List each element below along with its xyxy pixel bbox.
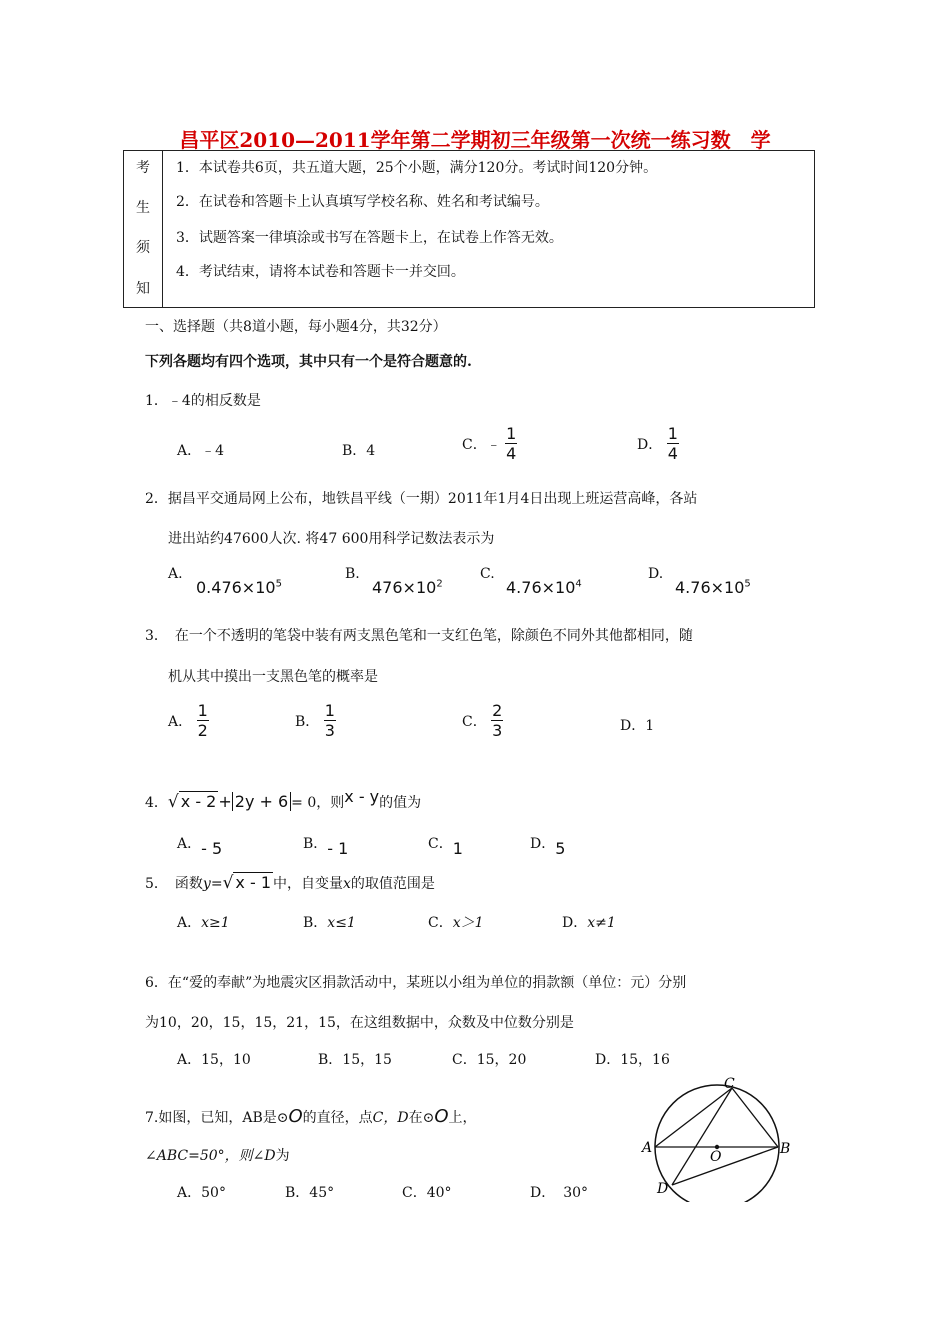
option-label: B． [303,836,328,852]
q1-option-b [342,440,375,460]
option-label: C． [462,437,487,453]
option-label: B． [342,443,367,459]
sci-base: 4.76×10 [506,578,576,597]
option-label: D． [530,836,556,852]
notice-item: 1．本试卷共6页，共五道大题，25个小题，满分120分。考试时间120分钟。 [176,160,658,176]
points-c-d: C，D [372,1110,409,1126]
question-text: 的取值范围是 [350,876,435,892]
question-text: 中，自变量 [273,876,343,892]
q3-option-a [168,702,209,740]
option-text: x≤1 [327,915,356,931]
circle-name: O [434,1106,449,1127]
option-label: D． [530,1185,556,1201]
q4-option-c [428,833,463,858]
notice-label-char: 知 [136,281,150,297]
option-text: 40° [426,1185,452,1201]
sci-base: 0.476×10 [196,578,276,597]
question-number: 4． [145,795,168,811]
q1-option-c [462,425,517,463]
question-text: 在⊙ [408,1110,435,1126]
option-label: C． [428,836,453,852]
option-label: D． [620,718,646,734]
equation-text: = 0，则 [291,795,345,811]
angle-d: D [264,1148,276,1164]
fraction-denominator: 2 [197,721,208,740]
sci-exp: 5 [744,578,751,590]
fraction-denominator: 3 [492,721,503,740]
q2-option-d-label: D. [648,566,664,582]
question-text: 上， [448,1110,477,1126]
chord-ca [655,1088,732,1147]
sci-base: 4.76×10 [675,578,745,597]
fraction [197,702,209,740]
option-label: B． [303,915,328,931]
question-7-line2 [145,1145,290,1165]
fraction-numerator: 1 [197,701,208,720]
option-label: C． [428,915,453,931]
option-text: x＞1 [452,915,484,931]
notice-item: 3．试题答案一律填涂或书写在答题卡上，在试卷上作答无效。 [176,230,563,246]
q3-option-c [462,702,503,740]
fraction-numerator: 1 [324,701,335,720]
option-label: A． [177,915,202,931]
q7-option-b [285,1182,334,1202]
label-c: C [724,1076,735,1092]
question-3-line1: 3． 在一个不透明的笔袋中装有两支黑色笔和一支红色笔，除颜色不同外其他都相同，随 [145,628,693,644]
circle-name: O [288,1106,303,1127]
page-title: 昌平区2010—2011学年第二学期初三年级第一次统一练习数 学 [179,128,771,152]
section-instruction: 下列各题均有四个选项，其中只有一个是符合题意的. [145,354,472,370]
q5-option-b [303,912,356,932]
q2-option-b [372,578,443,597]
option-label: C． [462,714,487,730]
q2-option-b-label: B. [345,566,360,582]
notice-item: 2．在试卷和答题卡上认真填写学校名称、姓名和考试编号。 [176,194,549,210]
q6-option-a [177,1049,251,1069]
option-label: B． [318,1052,343,1068]
q2-option-a-label: A. [168,566,183,582]
chord-db [672,1147,778,1185]
sci-base: 476×10 [372,578,437,597]
notice-label [124,151,163,307]
question-text: 7.如图，已知，AB是⊙ [145,1110,289,1126]
question-7-line1 [145,1106,477,1127]
notice-item: 4．考试结束，请将本试卷和答题卡一并交回。 [176,264,465,280]
x-minus-y: x - y [344,787,380,806]
exam-notice-box [123,150,815,308]
absolute-value: 2y + 6 [232,792,291,811]
question-text: ∠ABC=50°，则∠ [145,1148,265,1164]
fraction-denominator: 4 [667,444,678,463]
circle-geometry-figure [640,1072,800,1202]
fraction [505,425,517,463]
question-text: 为 [275,1148,290,1164]
q4-option-d [530,833,566,858]
question-6-line1: 6．在“爱的奉献”为地震灾区捐款活动中，某班以小组为单位的捐款额（单位：元）分别 [145,975,687,991]
q7-option-a [177,1182,226,1202]
fraction-numerator: 2 [492,701,503,720]
plus-sign: + [218,792,232,811]
option-text: ﹣4 [201,443,225,459]
option-text: 30° [563,1185,589,1201]
q4-option-a [177,833,223,858]
sqrt-sign: √ [222,873,234,893]
q6-option-b [318,1049,392,1069]
question-text: 的直径，点 [302,1110,373,1126]
sqrt-content: x - 2 [180,792,217,811]
sqrt-sign: √ [167,792,179,812]
q2-option-a [196,578,282,597]
notice-label-char: 考 [136,160,150,176]
option-text: 15，15 [342,1052,392,1068]
fraction [324,702,336,740]
question-5-stem [145,873,435,893]
sci-exp: 5 [275,578,282,590]
q2-option-c [506,578,582,597]
fraction [491,702,503,740]
notice-label-char: 须 [136,240,150,256]
label-d: D [657,1181,669,1197]
sqrt-content: x - 1 [235,873,271,892]
option-text: x≥1 [201,915,230,931]
fraction [667,425,679,463]
q7-option-d [530,1182,588,1202]
option-text: - 5 [201,839,223,858]
option-label: B． [285,1185,310,1201]
q3-option-d [620,715,654,735]
option-text: 50° [201,1185,226,1201]
option-text: 1 [645,718,655,734]
section-heading: 一、选择题（共8道小题，每小题4分，共32分） [145,319,447,335]
option-label: D． [595,1052,621,1068]
option-text: 4 [366,443,376,459]
q6-option-d [595,1049,670,1069]
label-o: O [710,1149,722,1165]
question-prefix: 5． 函数 [145,876,203,892]
option-label: A． [177,1052,202,1068]
option-label: C． [452,1052,477,1068]
q7-option-c [402,1182,452,1202]
q3-option-b [295,702,336,740]
fraction-denominator: 3 [324,721,335,740]
y-equals: y= [202,876,223,892]
fraction-numerator: 1 [667,424,678,443]
q5-option-c [428,912,484,932]
option-text: 15，10 [201,1052,251,1068]
q6-option-c [452,1049,526,1069]
option-label: D． [637,437,663,453]
label-a: A [642,1140,653,1156]
option-text: 1 [452,839,463,858]
option-label: A． [177,836,202,852]
option-label: C． [402,1185,427,1201]
option-sign: ﹣ [486,437,501,453]
question-6-line2: 为10，20，15，15，21，15，在这组数据中，众数及中位数分别是 [145,1015,574,1031]
option-text: x≠1 [587,915,616,931]
option-text: 45° [309,1185,335,1201]
question-3-line2: 机从其中摸出一支黑色笔的概率是 [168,669,378,685]
fraction-numerator: 1 [506,424,517,443]
option-label: B． [295,714,320,730]
q5-option-d [562,912,616,932]
sci-exp: 4 [575,578,582,590]
q1-option-a [177,440,224,460]
option-label: A． [177,1185,202,1201]
notice-label-char: 生 [136,200,150,216]
label-b: B [780,1141,791,1157]
q2-option-c-label: C. [480,566,495,582]
option-label: D． [562,915,588,931]
question-4-stem [145,787,422,812]
question-2-line1: 2．据昌平交通局网上公布，地铁昌平线（一期）2011年1月4日出现上班运营高峰，各站 [145,491,698,507]
question-tail: 的值为 [379,795,422,811]
option-text: 15，20 [476,1052,527,1068]
q1-option-d [637,425,679,463]
q5-option-a [177,912,230,932]
sci-exp: 2 [436,578,443,590]
question-2-line2: 进出站约47600人次. 将47 600用科学记数法表示为 [168,531,495,547]
fraction-denominator: 4 [506,444,517,463]
option-text: - 1 [327,839,349,858]
option-label: A． [168,714,193,730]
q2-option-d [675,578,751,597]
option-text: 15，16 [620,1052,670,1068]
option-text: 5 [555,839,566,858]
option-label: A． [177,443,202,459]
question-1-stem: 1．﹣4的相反数是 [145,393,261,409]
q4-option-b [303,833,349,858]
variable-x: x [343,876,351,892]
chord-dc [672,1088,732,1185]
